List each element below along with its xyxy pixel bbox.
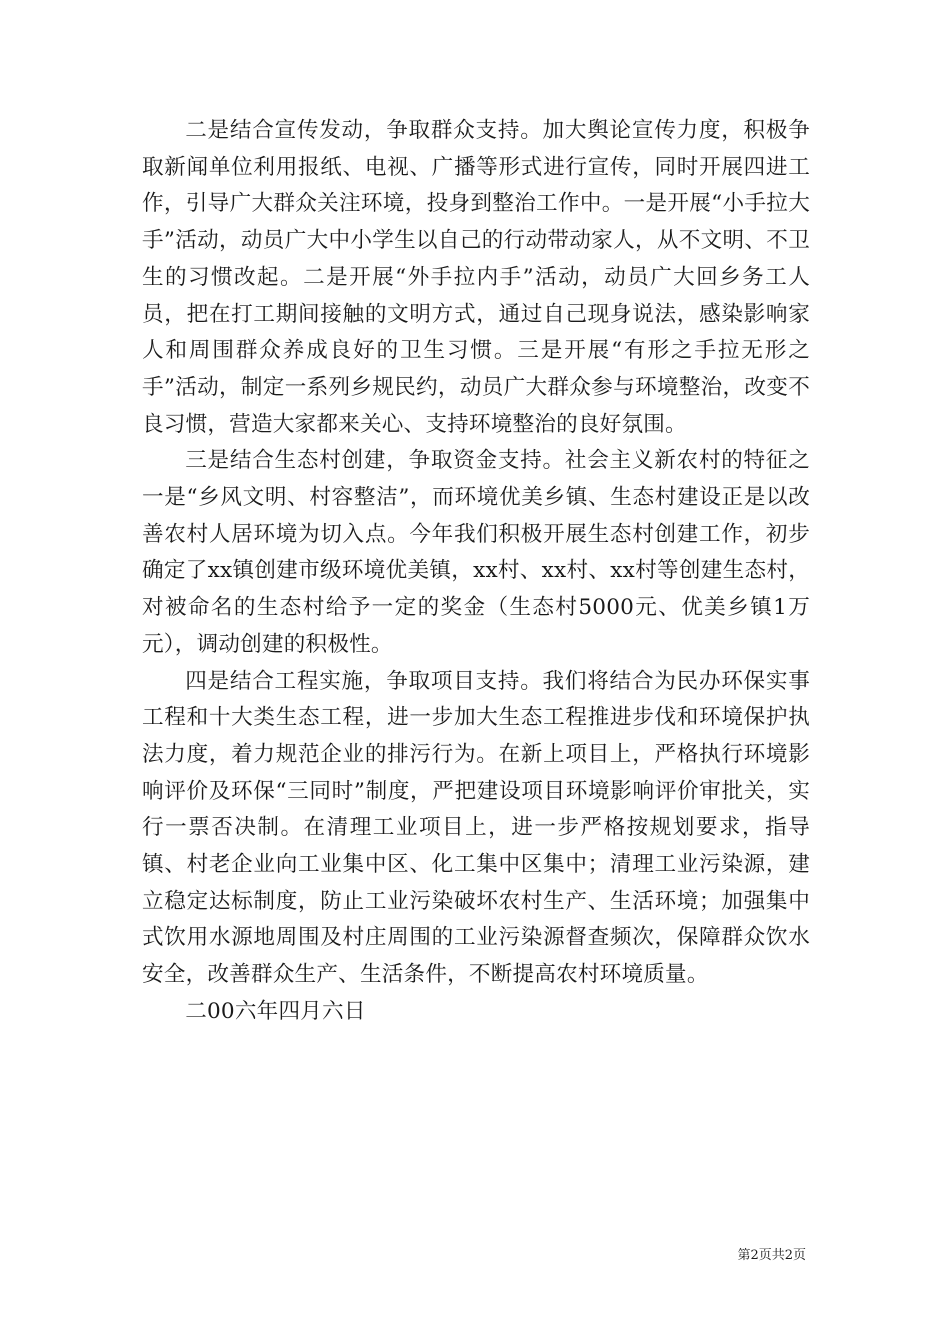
paragraph-publicity: 二是结合宣传发动，争取群众支持。加大舆论宣传力度，积极争取新闻单位利用报纸、电视、广播等形式进行宣传，同时开展四进工作，引导广大群众关注环境，投身到整治工作中。一是开展“小手拉大手”活动，动员广大中小学生以自己的行动带动家人，从不文明、不卫生的习惯改起。二是开展“外手拉内手”活动，动员广大回乡务工人员，把在打工期间接触的文明方式，通过自己现身说法，感染影响家人和周围群众养成良好的卫生习惯。三是开展“有形之手拉无形之手”活动，制定一系列乡规民约，动员广大群众参与环境整治，改变不良习惯，营造大家都来关心、支持环境整治的良好氛围。 [142, 118, 810, 437]
page-number-footer: 第2页共2页 [737, 1248, 806, 1263]
document-date: 二00六年四月六日 [185, 998, 366, 1024]
paragraph-engineering: 四是结合工程实施，争取项目支持。我们将结合为民办环保实事工程和十大类生态工程，进一步加大生态工程推进步伐和环境保护执法力度，着力规范企业的排污行为。在新上项目上，严格执行环境影响评价及环保“三同时”制度，严把建设项目环境影响评价审批关，实行一票否决制。在清理工业项目上，进一步严格按规划要求，指导镇、村老企业向工业集中区、化工集中区集中；清理工业污染源，建立稳定达标制度，防止工业污染破坏农村生产、生活环境；加强集中式饮用水源地周围及村庄周围的工业污染源督查频次，保障群众饮水安全，改善群众生产、生活条件，不断提高农村环境质量。 [142, 668, 810, 988]
document-body [142, 113, 810, 1031]
paragraph-eco-village: 三是结合生态村创建，争取资金支持。社会主义新农村的特征之一是“乡风文明、村容整洁”，而环境优美乡镇、生态村建设正是以改善农村人居环境为切入点。今年我们积极开展生态村创建工作，初步确定了xx镇创建市级环境优美镇，xx村、xx村、xx村等创建生态村，对被命名的生态村给予一定的奖金（生态村5000元、优美乡镇1万元），调动创建的积极性。 [142, 448, 810, 657]
